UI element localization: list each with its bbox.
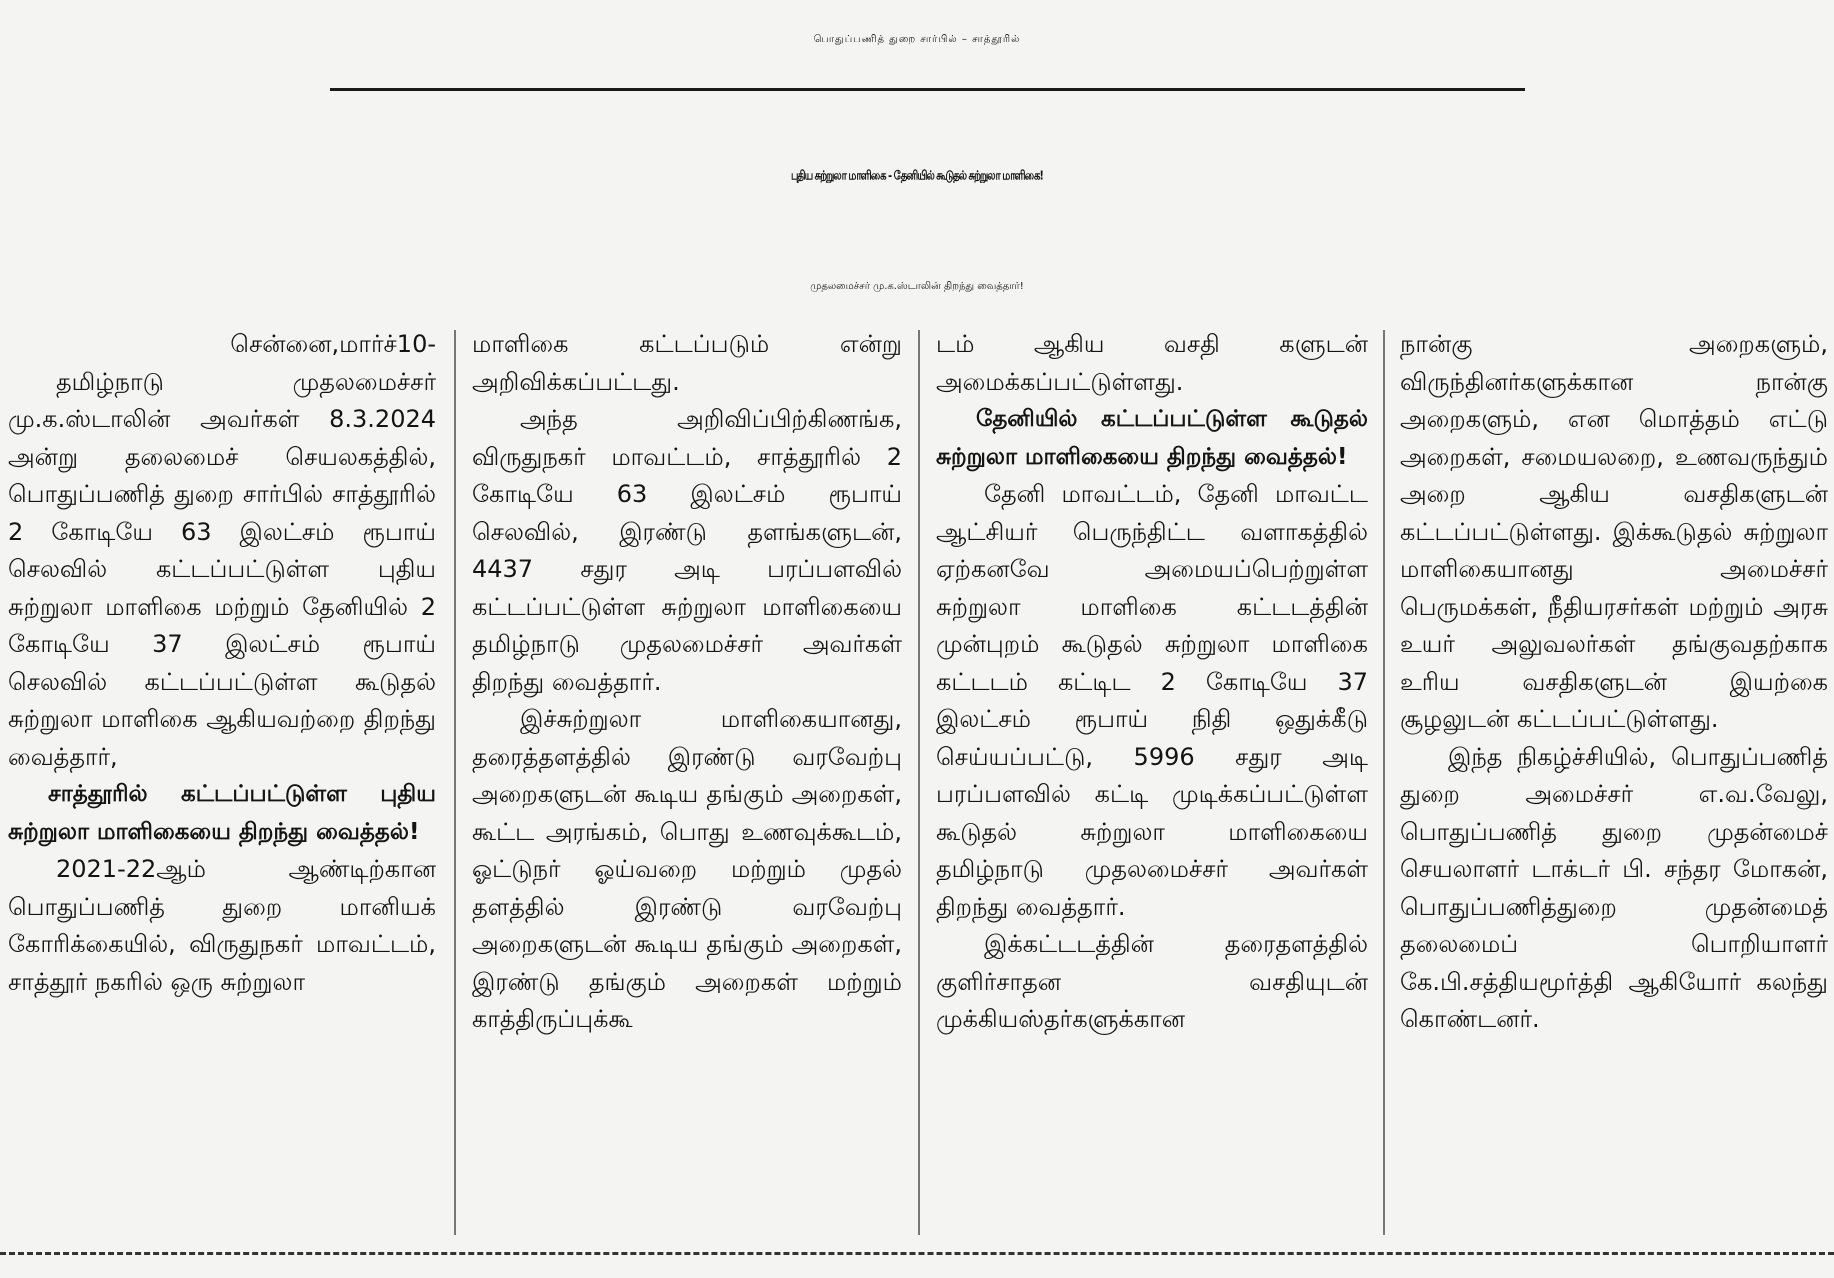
- paragraph: மாளிகை கட்டப்படும் என்று அறிவிக்கப்பட்டது.: [472, 330, 902, 396]
- column-divider: [918, 330, 920, 1235]
- main-headline: புதிய சுற்றுலா மாளிகை - தேனியில் கூடுதல் சுற்றுலா மாளிகை!: [790, 169, 1043, 183]
- section-subhead: தேனியில் கட்டப்பட்டுள்ள கூடுதல் சுற்றுலா மாளிகையை திறந்து வைத்தல்!: [936, 406, 1368, 470]
- column-divider: [454, 330, 456, 1235]
- section-subhead: சாத்தூரில் கட்டப்பட்டுள்ள புதிய சுற்றுலா மாளிகையை திறந்து வைத்தல்!: [8, 781, 436, 845]
- paragraph: இந்த நிகழ்ச்சியில், பொதுப்பணித் துறை அமைச்சர் எ.வ.வேலு, பொதுப்பணித் துறை முதன்மைச் செயலாளர் டாக்டர் பி. சந்தர மோகன், பொதுப்பணித்துறை முதன்மைத் தலைமைப் பொறியாளர் கே.பி.சத்தியமூர்த்தி ஆகியோர் கலந்து கொண்டனர்.: [1400, 742, 1828, 1033]
- paragraph: இக்கட்டடத்தின் தரைதளத்தில் குளிர்சாதன வசதியுடன் முக்கியஸ்தர்களுக்கான: [936, 930, 1368, 1033]
- paragraph: நான்கு அறைகளும், விருந்தினர்களுக்கான நான்கு அறைகளும், என மொத்தம் எட்டு அறைகள், சமையலறை, உணவருந்தும் அறை ஆகிய வசதிகளுடன் கட்டப்பட்டுள்ளது. இக்கூடுதல் சுற்றுலா மாளிகையானது அமைச்சர் பெருமக்கள், நீதியரசர்கள் மற்றும் அரசு உயர் அலுவலர்கள் தங்குவதற்காக உரிய வசதிகளுடன் இயற்கை சூழலுடன் கட்டப்பட்டுள்ளது.: [1400, 330, 1828, 733]
- column-divider: [1383, 330, 1385, 1235]
- kicker-rule: [330, 88, 1525, 91]
- article-column-3: [936, 326, 1368, 1246]
- article-column-4: [1400, 326, 1828, 1246]
- paragraph: டம் ஆகிய வசதி களுடன் அமைக்கப்பட்டுள்ளது.: [936, 330, 1368, 396]
- dashed-cut-line: [0, 1252, 1834, 1255]
- article-column-1: [8, 326, 436, 1246]
- paragraph: தமிழ்நாடு முதலமைச்சர் மு.க.ஸ்டாலின் அவர்கள் 8.3.2024 அன்று தலைமைச் செயலகத்தில், பொதுப்பணித் துறை சார்பில் சாத்தூரில் 2 கோடியே 63 இலட்சம் ரூபாய் செலவில் கட்டப்பட்டுள்ள புதிய சுற்றுலா மாளிகை மற்றும் தேனியில் 2 கோடியே 37 இலட்சம் ரூபாய் செலவில் கட்டப்பட்டுள்ள கூடுதல் சுற்றுலா மாளிகை ஆகியவற்றை திறந்து வைத்தார்,: [8, 367, 436, 771]
- paragraph: 2021-22ஆம் ஆண்டிற்கான பொதுப்பணித் துறை மானியக் கோரிக்கையில், விருதுநகர் மாவட்டம், சாத்தூர் நகரில் ஒரு சுற்றுலா: [8, 855, 436, 996]
- kicker-headline: பொதுப்பணித் துறை சார்பில் – சாத்தூரில்: [813, 34, 1021, 45]
- paragraph: அந்த அறிவிப்பிற்கிணங்க, விருதுநகர் மாவட்டம், சாத்தூரில் 2 கோடியே 63 இலட்சம் ரூபாய் செலவில், இரண்டு தளங்களுடன், 4437 சதுர அடி பரப்பளவில் கட்டப்பட்டுள்ள சுற்றுலா மாளிகையை தமிழ்நாடு முதலமைச்சர் அவர்கள் திறந்து வைத்தார்.: [472, 405, 902, 696]
- sub-headline: முதலமைச்சர் மு.க.ஸ்டாலின் திறந்து வைத்தார்!: [810, 281, 1024, 292]
- dateline: சென்னை,மார்ச்10-: [230, 330, 436, 358]
- paragraph: தேனி மாவட்டம், தேனி மாவட்ட ஆட்சியர் பெருந்திட்ட வளாகத்தில் ஏற்கனவே அமையப்பெற்றுள்ள சுற்றுலா மாளிகை கட்டடத்தின் முன்புறம் கூடுதல் சுற்றுலா மாளிகை கட்டடம் கட்டிட 2 கோடியே 37 இலட்சம் ரூபாய் நிதி ஒதுக்கீடு செய்யப்பட்டு, 5996 சதுர அடி பரப்பளவில் கட்டி முடிக்கப்பட்டுள்ள கூடுதல் சுற்றுலா மாளிகையை தமிழ்நாடு முதலமைச்சர் அவர்கள் திறந்து வைத்தார்.: [936, 480, 1368, 921]
- paragraph: இச்சுற்றுலா மாளிகையானது, தரைத்தளத்தில் இரண்டு வரவேற்பு அறைகளுடன் கூடிய தங்கும் அறைகள், கூட்ட அரங்கம், பொது உணவுக்கூடம், ஓட்டுநர் ஓய்வறை மற்றும் முதல் தளத்தில் இரண்டு வரவேற்பு அறைகளுடன் கூடிய தங்கும் அறைகள், இரண்டு தங்கும் அறைகள் மற்றும் காத்திருப்புக்கூ: [472, 705, 902, 1033]
- article-columns: [0, 326, 1834, 1246]
- article-column-2: [472, 326, 902, 1246]
